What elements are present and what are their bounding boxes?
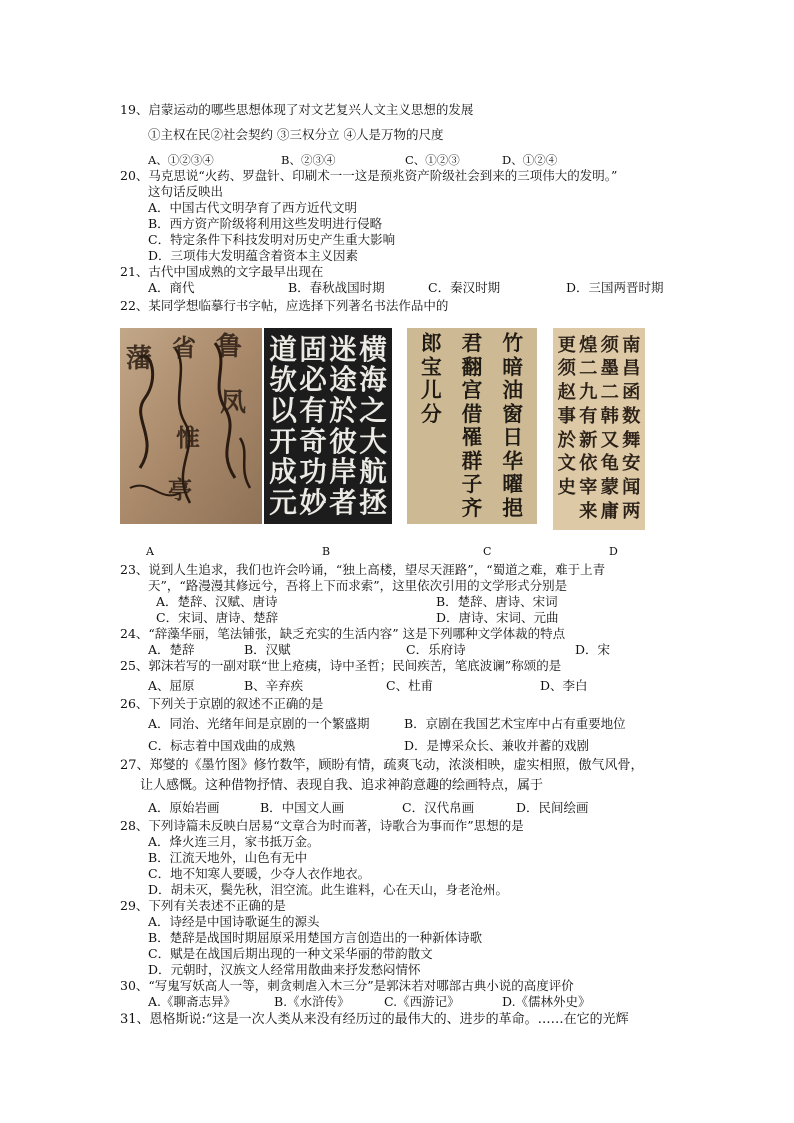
q29-option-d: D．元朝时，汉族文人经常用散曲来抒发愁闷情怀 [148,962,421,977]
q24-option-d: D．宋 [575,642,611,657]
calligraphy-image-b [264,328,392,524]
q25-option-a: A、屈原 [148,678,195,693]
q30-option-a: A.《聊斋志异》 [148,994,237,1009]
q23-stem: 23、说到人生追求，我们也许会吟诵，“独上高楼，望尽天涯路”，“蜀道之难，难于上青 [120,562,606,577]
calligraphy-a-char: 凤 [220,388,247,418]
q27-options [148,800,589,816]
calligraphy-c-char: 宫 [461,378,483,403]
calligraphy-b-char: 功 [299,455,327,489]
q20-stem: 20、马克思说“火药、罗盘针、印刷术一一这是预兆资产阶级社会到来的三项伟大的发明。” [120,168,618,183]
q26-option-c: C．标志着中国戏曲的成熟 [148,738,296,753]
q28-stem: 28、下列诗篇未反映白居易“文章合为时而著，诗歌合为事而作”思想的是 [120,818,524,833]
calligraphy-d-char: 文 [557,453,576,475]
q29-option-b: B．楚辞是战国时期屈原采用楚国方言创造出的一种新体诗歌 [148,930,483,945]
calligraphy-b-char: 岸 [329,455,357,489]
q19-items: ①主权在民②社会契约 ③三权分立 ④人是万物的尺度 [148,127,444,142]
calligraphy-c-char: 挹 [502,495,523,520]
q31-stem: 31、恩格斯说:“这是一次人类从来没有经历过的最伟大的、进步的革命。……在它的光辉 [120,1012,629,1027]
calligraphy-a-char: 藩 [126,344,153,374]
calligraphy-d-char: 墨 [600,358,619,380]
q26-option-a: A．同治、光绪年间是京剧的一个繁盛期 [148,716,370,731]
q24-option-c: C．乐府诗 [406,642,466,657]
calligraphy-c-char: 借 [461,401,483,426]
calligraphy-b-char: 者 [329,485,357,519]
q19-options [148,152,557,168]
q26-option-d: D．是博采众长、兼收并蓄的戏剧 [404,738,590,753]
calligraphy-image-a [120,328,262,524]
calligraphy-a-char: 惟 [176,424,200,452]
image-label-d: D [609,545,618,558]
calligraphy-c-char: 宝 [420,354,442,379]
q21-option-c: C．秦汉时期 [428,280,501,295]
q30-option-d: D.《儒林外史》 [502,994,591,1009]
q26-options-row1 [148,716,626,732]
calligraphy-c-char: 暗 [502,354,523,379]
calligraphy-b-char: 於 [329,393,357,427]
calligraphy-d-char: 函 [622,382,641,404]
calligraphy-d-char: 庸 [600,500,619,522]
q23-option-c: C．宋词、唐诗、楚辞 [156,610,279,625]
calligraphy-d-char: 二 [579,358,598,380]
q19-stem: 19、启蒙运动的哪些思想体现了对文艺复兴人文主义思想的发展 [120,102,474,117]
calligraphy-b-char: 拯 [359,485,387,519]
calligraphy-b-char: 欤 [269,363,297,397]
q23-options-row2 [156,610,559,626]
calligraphy-b-char: 成 [269,455,297,489]
calligraphy-b-char: 航 [359,455,387,489]
calligraphy-d-char: 二 [600,382,619,404]
calligraphy-c-char: 华 [502,448,523,473]
q30-option-b: B.《水浒传》 [274,994,350,1009]
calligraphy-c-char: 日 [502,425,523,450]
image-label-b: B [322,545,331,558]
q24-options [148,642,610,658]
q29-stem: 29、下列有关表述不正确的是 [120,898,286,913]
q27-stem: 27、郑燮的《墨竹图》修竹数竿，顾盼有情，疏爽飞动，浓淡相映，虚实相照，傲气风骨， [120,758,644,773]
calligraphy-d-char: 安 [622,453,641,475]
q24-option-b: B．汉赋 [244,642,291,657]
calligraphy-d-char: 新 [579,429,598,451]
q23-option-b: B．楚辞、唐诗、宋词 [436,594,558,609]
calligraphy-d-char: 南 [622,334,641,356]
q29-option-c: C．赋是在战国后期出现的一种文采华丽的带韵散文 [148,946,433,961]
calligraphy-c-char: 君 [461,331,483,356]
q23-option-a: A．楚辞、汉赋、唐诗 [156,594,278,609]
calligraphy-b-char: 之 [359,393,387,427]
q28-option-c: C．地不知寒人要暖，少夺人衣作地衣。 [148,866,371,881]
q28-option-d: D．胡未灭，鬓先秋，泪空流。此生谁料，心在天山，身老沧州。 [148,882,509,897]
calligraphy-a-char: 亭 [168,476,192,504]
calligraphy-c-char: 翻 [461,354,483,379]
calligraphy-d-char: 来 [579,500,598,522]
q23-options-row1 [156,594,558,610]
calligraphy-d-char: 龟 [600,453,619,475]
calligraphy-c-char: 曜 [502,472,523,497]
image-label-c: C [483,545,492,558]
calligraphy-c-char: 分 [420,401,442,426]
calligraphy-image-d [553,328,645,530]
calligraphy-d-char: 事 [557,405,576,427]
q26-stem: 26、下列关于京剧的叙述不正确的是 [120,696,324,711]
q20-stem-cont: 这句话反映出 [148,184,224,199]
q20-option-b: B．西方资产阶级将利用这些发明进行侵略 [148,216,383,231]
q22-stem: 22、某同学想临摹行书字帖，应选择下列著名书法作品中的 [120,298,449,313]
calligraphy-c-char: 儿 [420,378,442,403]
q27-stem-cont: 让人感慨。这种借物抒情、表现自我、追求神韵意趣的绘画特点，属于 [140,778,544,793]
q23-stem-cont: 天”，“路漫漫其修远兮，吾将上下而求索”，这里依次引用的文学形式分别是 [148,578,568,593]
q21-options [148,280,664,296]
calligraphy-b-char: 横 [359,332,387,366]
calligraphy-c-char: 罹 [461,425,483,450]
q25-option-c: C、杜甫 [386,678,434,693]
calligraphy-c-char: 子 [461,472,483,497]
calligraphy-d-char: 蒙 [600,477,619,499]
calligraphy-a-char: 省 [172,334,196,362]
q28-option-a: A．烽火连三月，家书抵万金。 [148,834,320,849]
calligraphy-d-char: 须 [557,358,576,380]
q21-stem: 21、古代中国成熟的文字最早出现在 [120,264,324,279]
calligraphy-d-char: 两 [622,500,641,522]
q19-option-a: A、①②③④ [148,153,214,167]
calligraphy-d-char: 赵 [557,382,576,404]
q26-option-b: B．京剧在我国艺术宝库中占有重要地位 [404,716,626,731]
q21-option-b: B．春秋战国时期 [288,280,385,295]
calligraphy-b-char: 有 [299,393,327,427]
calligraphy-d-char: 於 [557,429,576,451]
q21-option-d: D．三国两晋时期 [566,280,664,295]
calligraphy-image-c [407,328,537,524]
calligraphy-c-char: 郎 [420,331,442,356]
q25-options [148,678,588,694]
calligraphy-d-char: 依 [579,453,598,475]
q30-options [148,994,591,1010]
calligraphy-d-char: 宰 [579,477,598,499]
calligraphy-b-char: 迷 [329,332,357,366]
calligraphy-b-char: 大 [359,424,387,458]
calligraphy-c-char: 窗 [502,401,523,426]
calligraphy-c-char: 油 [502,378,523,403]
q27-option-b: B．中国文人画 [260,800,345,815]
q19-option-b: B、②③④ [281,153,336,167]
calligraphy-d-char: 煌 [579,334,598,356]
calligraphy-d-char: 舞 [622,429,641,451]
q26-options-row2 [148,738,589,754]
calligraphy-d-char: 九 [579,382,598,404]
q21-option-a: A．商代 [148,280,195,295]
calligraphy-d-char: 史 [557,477,576,499]
q20-option-d: D．三项伟大发明蕴含着资本主义因素 [148,248,359,263]
calligraphy-b-char: 以 [269,393,297,427]
calligraphy-b-char: 开 [269,424,297,458]
calligraphy-a-char: 鲁 [216,332,243,362]
q24-stem: 24、“辞藻华丽，笔法铺张，缺乏充实的生活内容” 这是下列哪种文学体裁的特点 [120,626,566,641]
calligraphy-c-char: 群 [461,448,483,473]
calligraphy-b-char: 彼 [329,424,357,458]
calligraphy-d-char: 昌 [622,358,641,380]
q24-option-a: A．楚辞 [148,642,195,657]
q27-option-a: A．原始岩画 [148,800,220,815]
calligraphy-d-char: 有 [579,405,598,427]
calligraphy-b-char: 元 [269,485,297,519]
calligraphy-d-char: 更 [557,334,576,356]
q23-option-d: D．唐诗、宋词、元曲 [436,610,559,625]
calligraphy-b-char: 道 [269,332,297,366]
calligraphy-d-char: 又 [600,429,619,451]
calligraphy-b-char: 妙 [299,485,327,519]
q30-stem: 30、“写鬼写妖高人一等，刺贪刺虐入木三分”是郭沫若对哪部古典小说的高度评价 [120,978,574,993]
calligraphy-d-char: 数 [622,405,641,427]
calligraphy-d-char: 须 [600,334,619,356]
calligraphy-c-char: 竹 [502,331,523,356]
calligraphy-b-char: 海 [359,363,387,397]
q25-option-d: D、李白 [540,678,588,693]
calligraphy-b-char: 奇 [299,424,327,458]
calligraphy-c-char: 齐 [461,495,483,520]
q20-option-a: A．中国古代文明孕育了西方近代文明 [148,200,358,215]
q30-option-c: C.《西游记》 [384,994,460,1009]
q25-option-b: B、辛弃疾 [244,678,304,693]
q29-option-a: A．诗经是中国诗歌诞生的源头 [148,914,320,929]
calligraphy-d-char: 韩 [600,405,619,427]
q27-option-d: D．民间绘画 [516,800,589,815]
q19-option-d: D、①②④ [502,153,558,167]
calligraphy-b-char: 途 [329,363,357,397]
calligraphy-b-char: 固 [299,332,327,366]
image-label-a: A [146,545,154,558]
q28-option-b: B．江流天地外，山色有无中 [148,850,308,865]
calligraphy-b-char: 必 [299,363,327,397]
q25-stem: 25、郭沫若写的一副对联“世上疮痍，诗中圣哲；民间疾苦，笔底波谰”称颂的是 [120,658,562,673]
calligraphy-d-char: 闻 [622,477,641,499]
q27-option-c: C．汉代帛画 [402,800,475,815]
q19-option-c: C、①②③ [405,153,460,167]
q20-option-c: C．特定条件下科技发明对历史产生重大影响 [148,232,396,247]
